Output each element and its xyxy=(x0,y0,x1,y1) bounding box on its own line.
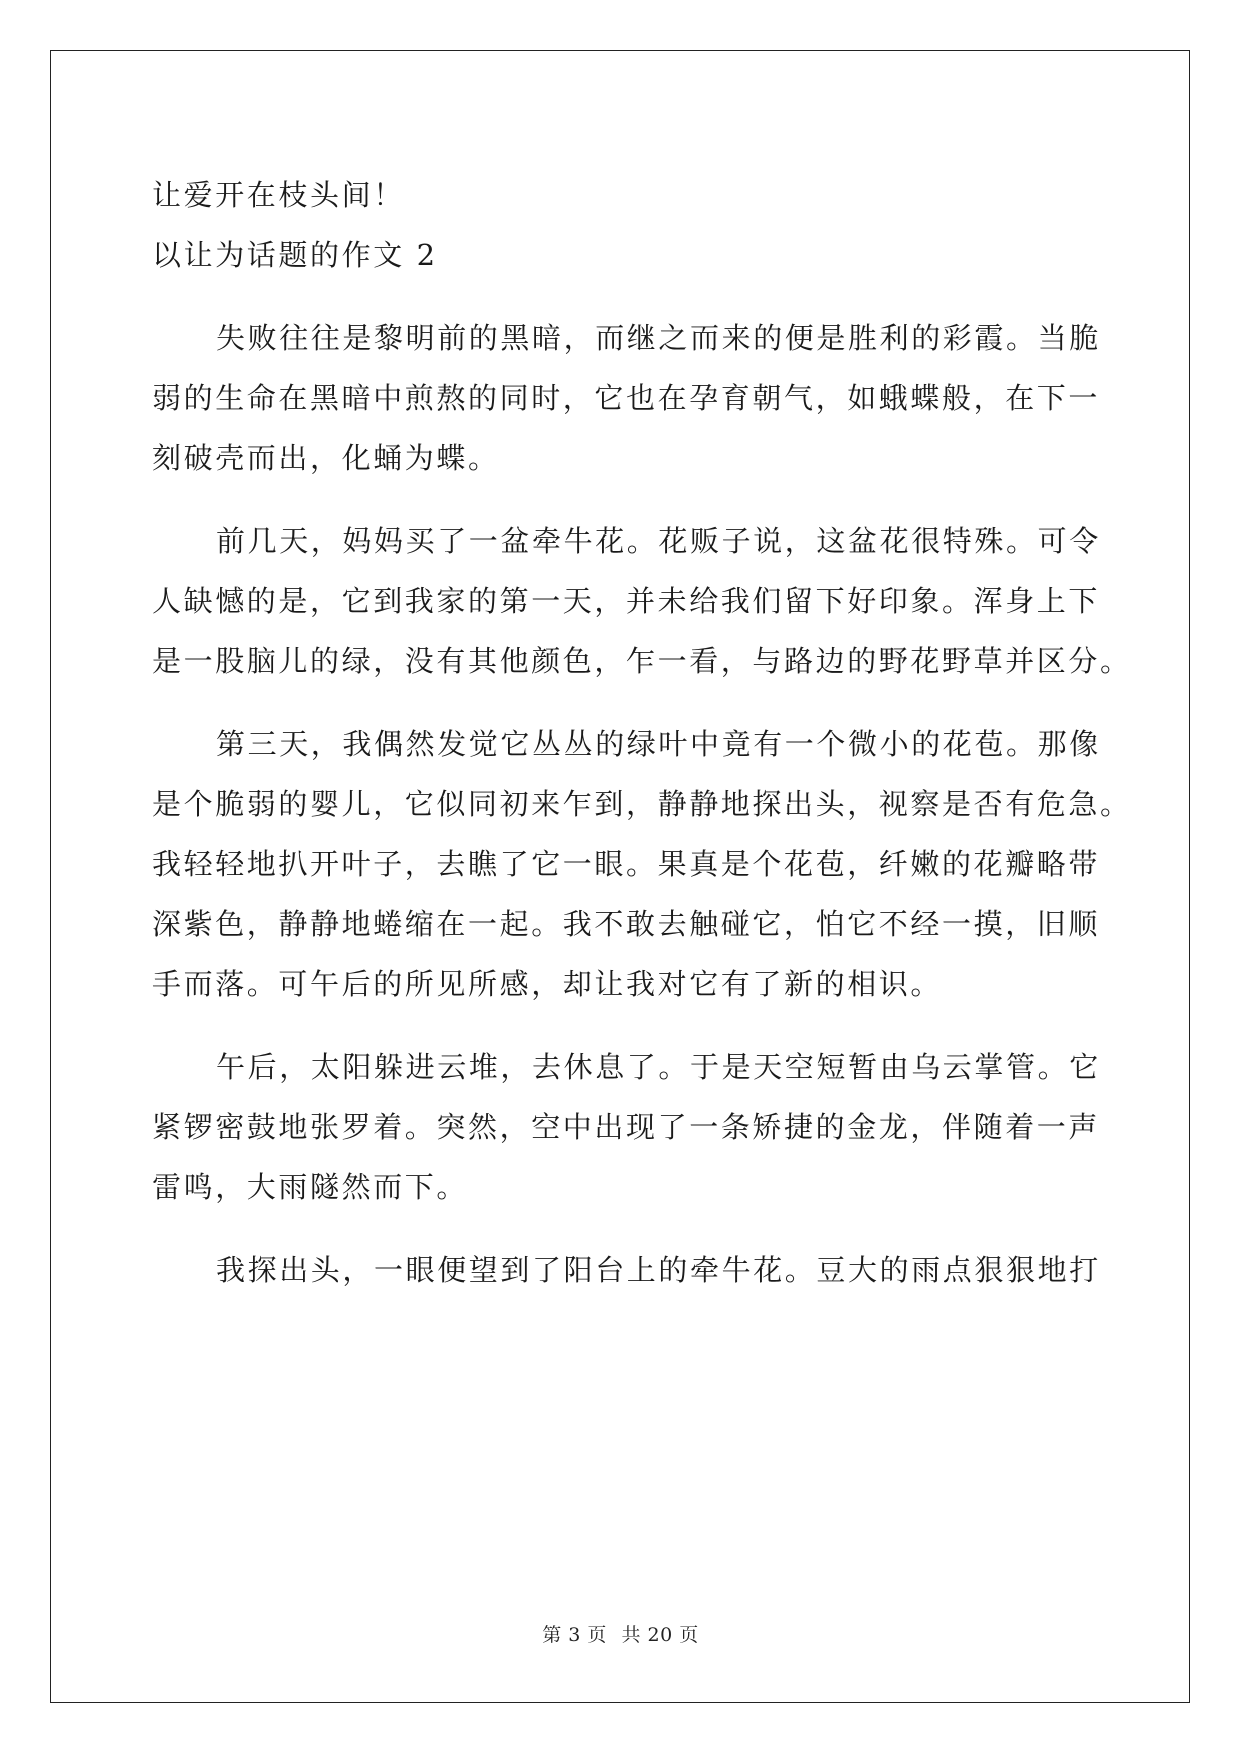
paragraph-line: 紧锣密鼓地张罗着。突然，空中出现了一条矫捷的金龙，伴随着一声 xyxy=(152,1110,1101,1144)
text-line: 让爱开在枝头间！ xyxy=(152,178,405,212)
paragraph-line: 是个脆弱的婴儿，它似同初来乍到，静静地探出头，视察是否有危急。 xyxy=(152,787,1132,821)
paragraph-line: 弱的生命在黑暗中煎熬的同时，它也在孕育朝气，如蛾蝶般，在下一 xyxy=(152,381,1101,415)
paragraph-line: 午后，太阳躲进云堆，去休息了。于是天空短暂由乌云掌管。它 xyxy=(216,1050,1101,1084)
paragraph-line: 我探出头，一眼便望到了阳台上的牵牛花。豆大的雨点狠狠地打 xyxy=(216,1253,1101,1287)
page-total: 共 20 页 xyxy=(621,1624,699,1646)
paragraph-line: 是一股脑儿的绿，没有其他颜色，乍一看，与路边的野花野草并区分。 xyxy=(152,644,1132,678)
page-number: 第 3 页 xyxy=(542,1624,607,1646)
paragraph-line: 雷鸣，大雨隧然而下。 xyxy=(152,1170,469,1204)
paragraph-line: 手而落。可午后的所见所感，却让我对它有了新的相识。 xyxy=(152,967,943,1001)
paragraph-line: 前几天，妈妈买了一盆牵牛花。花贩子说，这盆花很特殊。可令 xyxy=(216,524,1101,558)
paragraph-line: 刻破壳而出，化蛹为蝶。 xyxy=(152,441,500,475)
paragraph-line: 我轻轻地扒开叶子，去瞧了它一眼。果真是个花苞，纤嫩的花瓣略带 xyxy=(152,847,1101,881)
document-body xyxy=(152,165,1132,1300)
paragraph-line: 第三天，我偶然发觉它丛丛的绿叶中竟有一个微小的花苞。那像 xyxy=(216,727,1101,761)
paragraph-line: 失败往往是黎明前的黑暗，而继之而来的便是胜利的彩霞。当脆 xyxy=(216,321,1101,355)
section-heading: 以让为话题的作文 2 xyxy=(152,238,438,272)
page-footer xyxy=(0,1620,1241,1647)
paragraph-line: 人缺憾的是，它到我家的第一天，并未给我们留下好印象。浑身上下 xyxy=(152,584,1101,618)
paragraph-line: 深紫色，静静地蜷缩在一起。我不敢去触碰它，怕它不经一摸，旧顺 xyxy=(152,907,1101,941)
